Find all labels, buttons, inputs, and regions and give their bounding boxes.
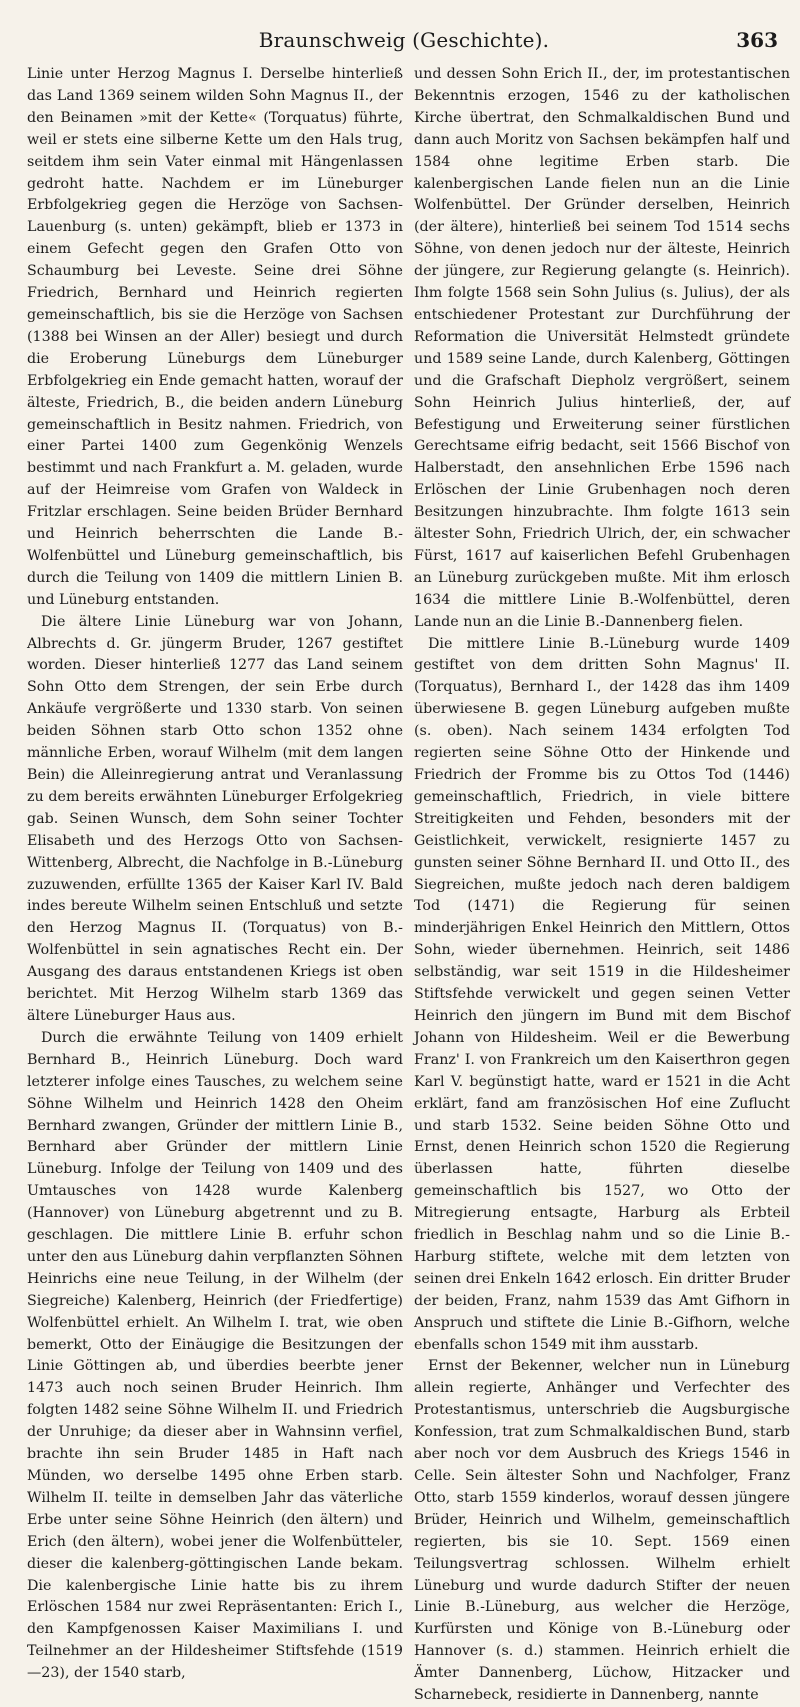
page-number: 363 bbox=[736, 28, 778, 52]
paragraph: Ernst der Bekenner, welcher nun in Lüneburg allein regierte, Anhänger und Verfechter des Protestantismus, unterschrieb die Augsburgische Konfession, trat zum Schmalkaldischen Bund, starb aber noch vor dem Ausbruch des Kriegs 1546 in Celle. Sein ältester Sohn und Nachfolger, Franz Otto, starb 1559 kinderlos, worauf dessen jüngere Brüder, Heinrich und Wilhelm, gemeinschaftlich regierten, bis sie 10. Sept. 1569 einen Teilungsvertrag schlossen. Wilhelm erhielt Lüneburg und wurde dadurch Stifter der neuen Linie B.-Lüneburg, aus welcher die Herzöge, Kurfürsten und Könige von B.-Lüneburg oder Hannover (s. d.) stammen. Heinrich erhielt die Ämter Dannenberg, Lüchow, Hitzacker und Scharnebeck, residierte in Dannenberg, nannte bbox=[414, 1358, 790, 1704]
paragraph: Die mittlere Linie B.-Lüneburg wurde 1409 gestiftet von dem dritten Sohn Magnus' II. (Torquatus), Bernhard I., der 1428 das ihm 1409 überwiesene B. gegen Lüneburg aufgeben mußte (s. oben). Nach seinem 1434 erfolgten Tod regierten seine Söhne Otto der Hinkende und Friedrich der Fromme bis zu Ottos Tod (1446) gemeinschaftlich, Friedrich, in viele bittere Streitigkeiten und Fehden, besonders mit der Geistlichkeit, verwickelt, resignierte 1457 zu gunsten seiner Söhne Bernhard II. und Otto II., des Siegreichen, mußte jedoch nach deren baldigem Tod (1471) die Regierung für seinen minderjährigen Enkel Heinrich den Mittlern, Ottos Sohn, wieder übernehmen. Heinrich, seit 1486 selbständig, war seit 1519 in die Hildesheimer Stiftsfehde verwickelt und gegen seinen Vetter Heinrich den jüngern im Bund mit dem Bischof Johann von Hildesheim. Weil er die Bewerbung Franz' I. von Frankreich um den Kaiserthron gegen Karl V. begünstigt hatte, ward er 1521 in die Acht erklärt, fand am französischen Hof eine Zuflucht und starb 1532. Seine beiden Söhne Otto und Ernst, denen Heinrich schon 1520 die Regierung überlassen hatte, führten dieselbe gemeinschaftlich bis 1527, wo Otto der Mitregierung entsagte, Harburg als Erbteil friedlich in Beschlag nahm und so die Linie B.-Harburg stiftete, welche mit dem letzten von seinen drei Enkeln 1642 erlosch. Ein dritter Bruder der beiden, Franz, nahm 1539 das Amt Gifhorn in Anspruch und stiftete die Linie B.-Gifhorn, welche ebenfalls schon 1549 mit ihm ausstarb. bbox=[414, 635, 790, 1353]
page-header bbox=[30, 22, 778, 62]
paragraph: Linie unter Herzog Magnus I. Derselbe hinterließ das Land 1369 seinem wilden Sohn Magnus II., der den Beinamen »mit der Kette« (Torquatus) führte, weil er stets eine silberne Kette um den Hals trug, seitdem ihm sein Vater einmal mit Hängenlassen gedroht hatte. Nachdem er im Lüneburger Erbfolgekrieg gegen die Herzöge von Sachsen-Lauenburg (s. unten) gekämpft, blieb er 1373 in einem Gefecht gegen den Grafen Otto von Schaumburg bei Leveste. Seine drei Söhne Friedrich, Bernhard und Heinrich regierten gemeinschaftlich, bis sie die Herzöge von Sachsen (1388 bei Winsen an der Aller) besiegt und durch die Eroberung Lüneburgs dem Lüneburger Erbfolgekrieg ein Ende gemacht hatten, worauf der älteste, Friedrich, B., die beiden andern Lüneburg gemeinschaftlich in Besitz nahmen. Friedrich, von einer Partei 1400 zum Gegenkönig Wenzels bestimmt und nach Frankfurt a. M. geladen, wurde auf der Heimreise vom Grafen von Waldeck in Fritzlar erschlagen. Seine beiden Brüder Bernhard und Heinrich beherrschten die Lande B.-Wolfenbüttel und Lüneburg gemeinschaftlich, bis durch die Teilung von 1409 die mittlern Linien B. und Lüneburg entstanden. bbox=[27, 66, 403, 608]
left-column bbox=[27, 64, 403, 1682]
running-head: Braunschweig (Geschichte). bbox=[258, 28, 550, 52]
paragraph: und dessen Sohn Erich II., der, im protestantischen Bekenntnis erzogen, 1546 zu der katholischen Kirche übertrat, den Schmalkaldischen Bund und dann auch Moritz von Sachsen bekämpfen half und 1584 ohne legitime Erben starb. Die kalenbergischen Lande fielen nun an die Linie Wolfenbüttel. Der Gründer derselben, Heinrich (der ältere), hinterließ bei seinem Tod 1514 sechs Söhne, von denen jedoch nur der älteste, Heinrich der jüngere, zur Regierung gelangte (s. Heinrich). Ihm folgte 1568 sein Sohn Julius (s. Julius), der als entschiedener Protestant zur Durchführung der Reformation die Universität Helmstedt gründete und 1589 seine Lande, durch Kalenberg, Göttingen und die Grafschaft Diepholz vergrößert, seinem Sohn Heinrich Julius hinterließ, der, auf Befestigung und Erweiterung seiner fürstlichen Gerechtsame eifrig bedacht, seit 1566 Bischof von Halberstadt, den ansehnlichen Erbe 1596 nach Erlöschen der Linie Grubenhagen noch deren Besitzungen hinzubrachte. Ihm folgte 1613 sein ältester Sohn, Friedrich Ulrich, der, ein schwacher Fürst, 1617 auf kaiserlichen Befehl Grubenhagen an Lüneburg zurückgeben mußte. Mit ihm erlosch 1634 die mittlere Linie B.-Wolfenbüttel, deren Lande nun an die Linie B.-Dannenberg fielen. bbox=[414, 66, 790, 630]
paragraph: Durch die erwähnte Teilung von 1409 erhielt Bernhard B., Heinrich Lüneburg. Doch ward letzterer infolge eines Tausches, zu welchem seine Söhne Wilhelm und Heinrich 1428 den Oheim Bernhard zwangen, Gründer der mittlern Linie B., Bernhard aber Gründer der mittlern Linie Lüneburg. Infolge der Teilung von 1409 und des Umtausches von 1428 wurde Kalenberg (Hannover) von Lüneburg abgetrennt und zu B. geschlagen. Die mittlere Linie B. erfuhr schon unter den aus Lüneburg dahin verpflanzten Söhnen Heinrichs eine neue Teilung, in der Wilhelm (der Siegreiche) Kalenberg, Heinrich (der Friedfertige) Wolfenbüttel erhielt. An Wilhelm I. trat, wie oben bemerkt, Otto der Einäugige die Besitzungen der Linie Göttingen ab, und überdies beerbte jener 1473 auch noch seinen Bruder Heinrich. Ihm folgten 1482 seine Söhne Wilhelm II. und Friedrich der Unruhige; da dieser aber in Wahnsinn verfiel, brachte ihn sein Bruder 1485 in Haft nach Münden, wo derselbe 1495 ohne Erben starb. Wilhelm II. teilte in demselben Jahr das väterliche Erbe unter seine Söhne Heinrich (den ältern) und Erich (den ältern), wobei jener die Wolfenbütteler, dieser die kalenberg-göttingischen Lande bekam. Die kalenbergische Linie hatte bis zu ihrem Erlöschen 1584 nur zwei Repräsentanten: Erich I., den Kampfgenossen Kaiser Maximilians I. und Teilnehmer an der Hildesheimer Stiftsfehde (1519—23), der 1540 starb, bbox=[27, 1029, 403, 1682]
right-column bbox=[414, 64, 790, 1704]
paragraph: Die ältere Linie Lüneburg war von Johann, Albrechts d. Gr. jüngerm Bruder, 1267 gestiftet worden. Dieser hinterließ 1277 das Land seinem Sohn Otto dem Strengen, der sein Erbe durch Ankäufe vergrößerte und 1330 starb. Von seinen beiden Söhnen starb Otto schon 1352 ohne männliche Erben, worauf Wilhelm (mit dem langen Bein) die Alleinregierung antrat und Veranlassung zu dem bereits erwähnten Lüneburger Erfolgekrieg gab. Seinen Wunsch, dem Sohn seiner Tochter Elisabeth und des Herzogs Otto von Sachsen-Wittenberg, Albrecht, die Nachfolge in B.-Lüneburg zuzuwenden, erfüllte 1365 der Kaiser Karl IV. Bald indes bereute Wilhelm seinen Entschluß und setzte den Herzog Magnus II. (Torquatus) von B.-Wolfenbüttel in sein agnatisches Recht ein. Der Ausgang des daraus entstandenen Kriegs ist oben berichtet. Mit Herzog Wilhelm starb 1369 das ältere Lüneburger Haus aus. bbox=[27, 613, 403, 1024]
